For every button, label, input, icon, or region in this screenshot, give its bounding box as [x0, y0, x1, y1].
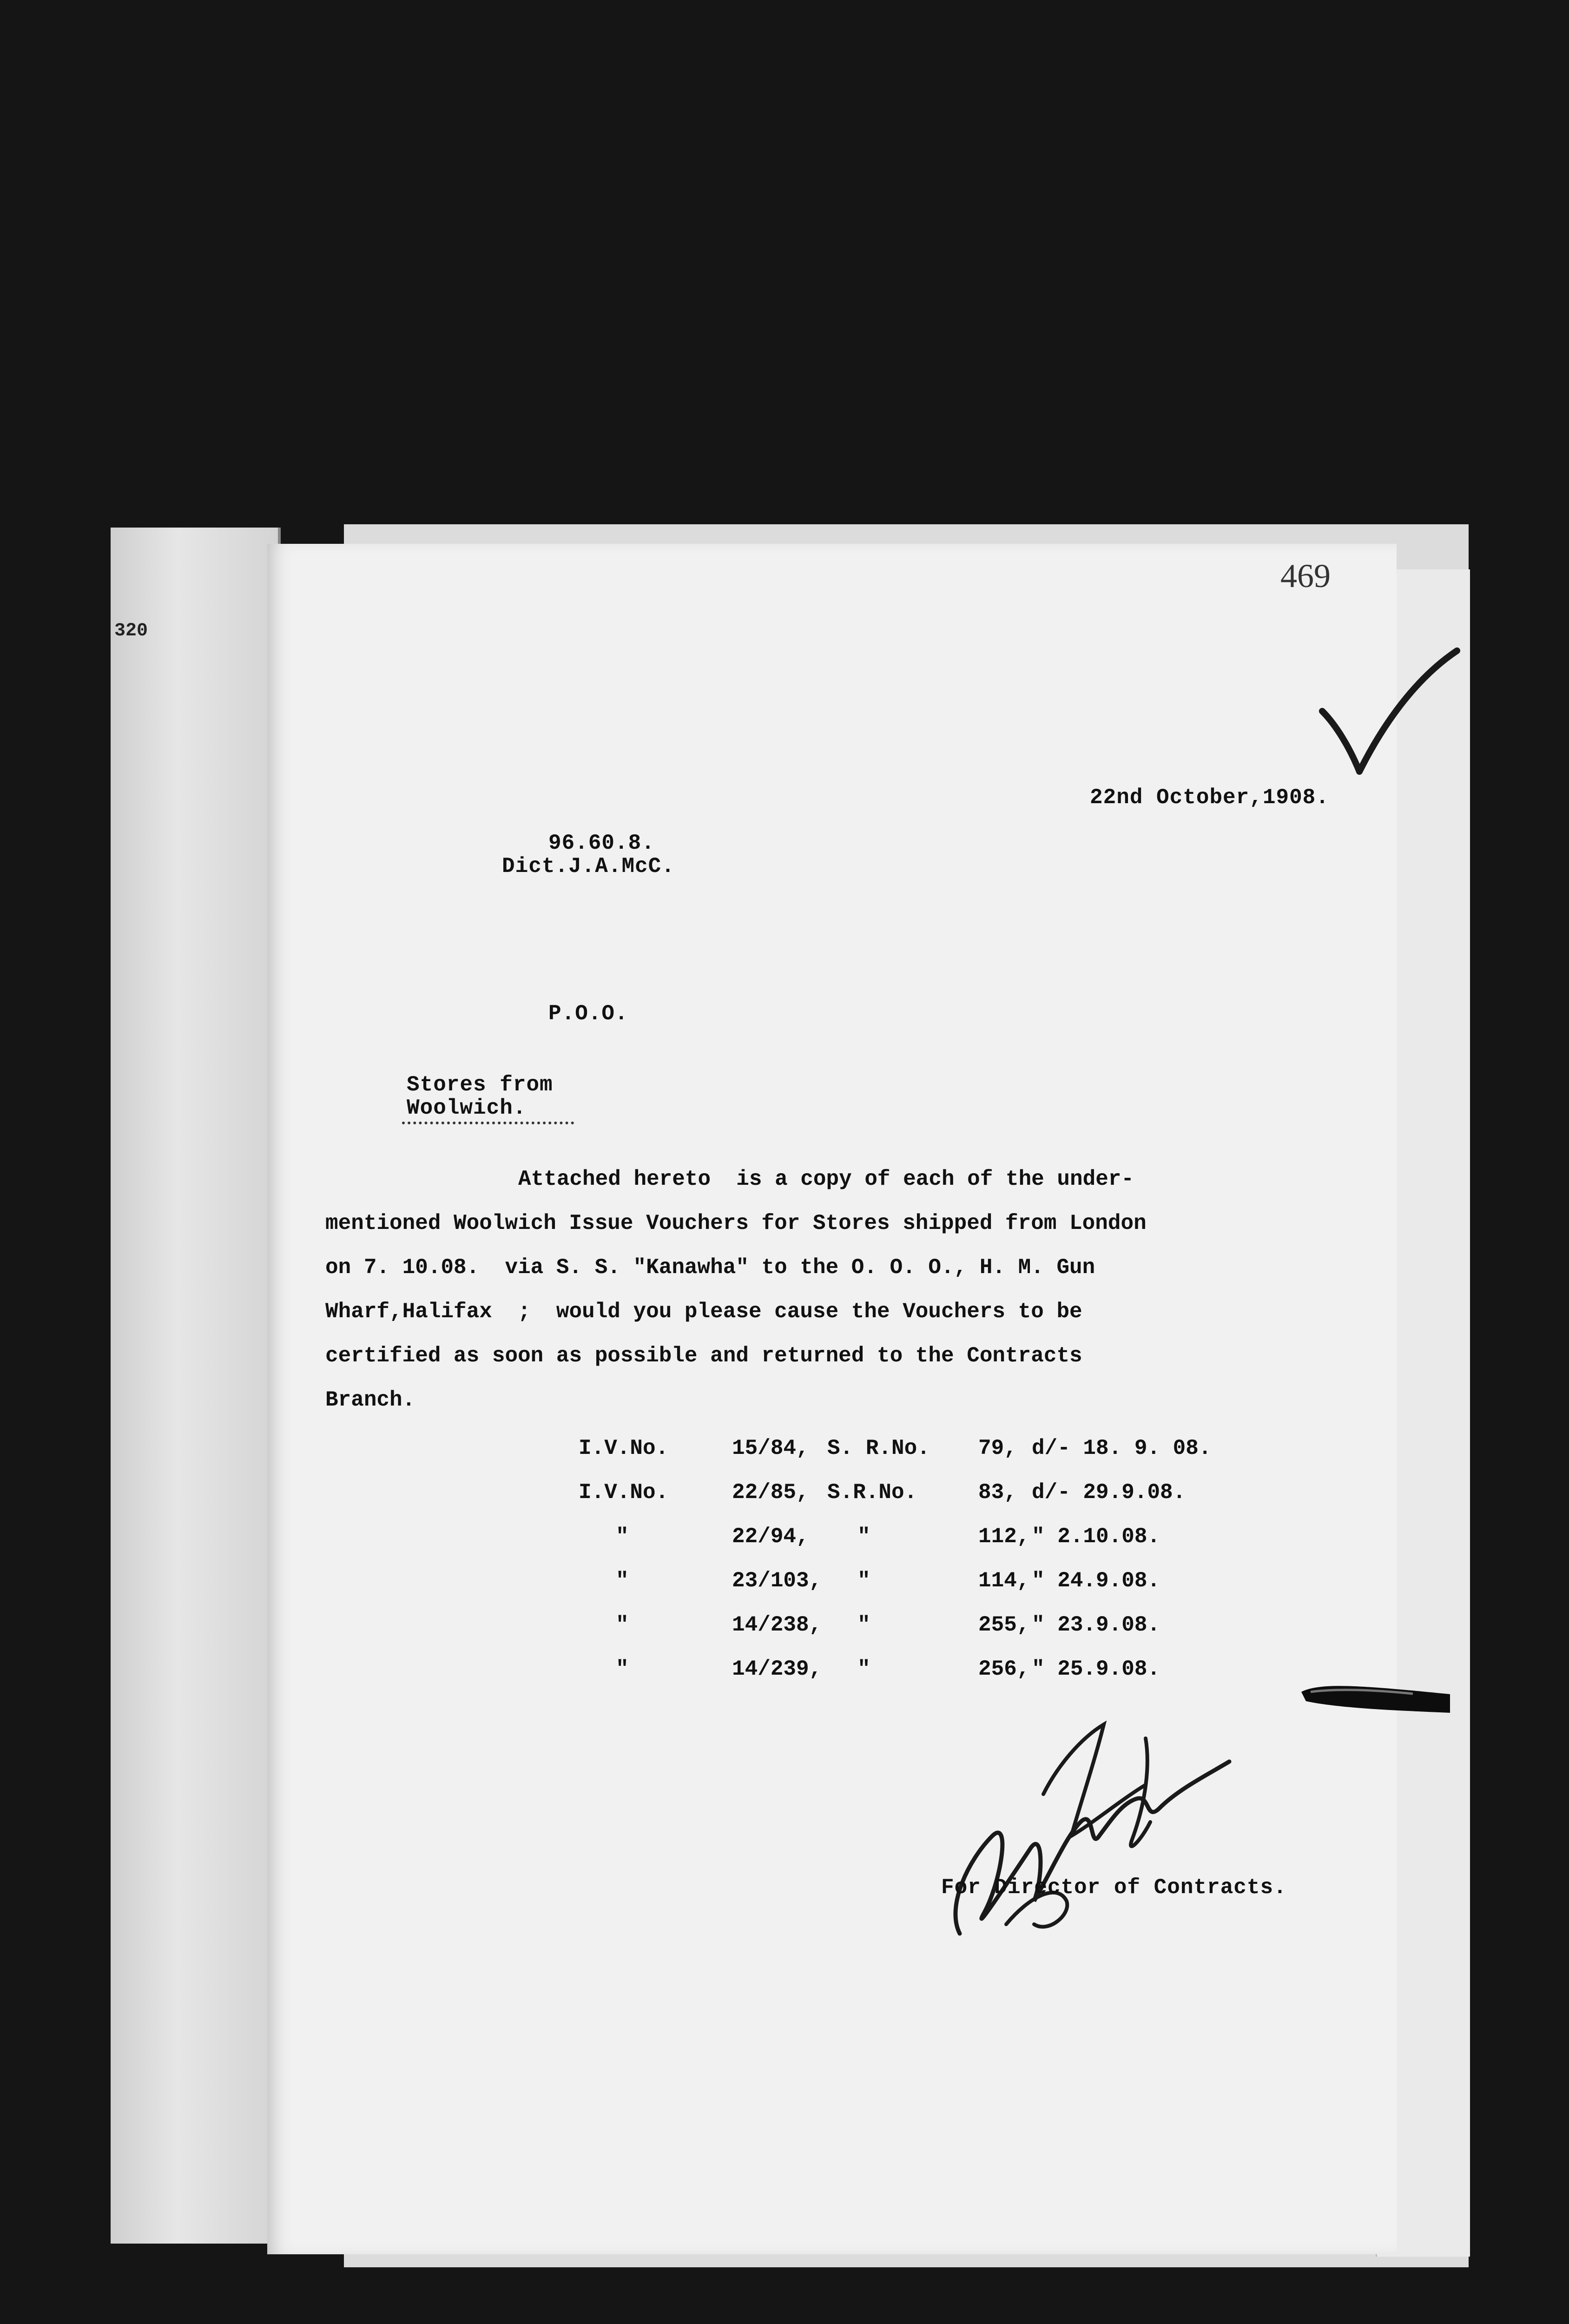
voucher-date: d/- 29.9.08.	[1032, 1480, 1186, 1505]
body-line: on 7. 10.08. via S. S. "Kanawha" to the O. O. O., H. M. Gun	[325, 1255, 1095, 1280]
voucher-date: " 23.9.08.	[1032, 1613, 1160, 1637]
body-line: Attached hereto is a copy of each of the under-	[518, 1167, 1134, 1191]
voucher-label: "	[616, 1613, 629, 1637]
body-line: Branch.	[325, 1388, 415, 1412]
voucher-sr-number: 112,	[978, 1525, 1030, 1549]
voucher-date: " 2.10.08.	[1032, 1525, 1160, 1549]
voucher-sr-label: "	[857, 1613, 870, 1637]
table-row	[579, 1613, 1415, 1650]
voucher-label: "	[616, 1569, 629, 1593]
body-line: certified as soon as possible and returned to the Contracts	[325, 1344, 1082, 1368]
letter-date: 22nd October,1908.	[1090, 786, 1329, 810]
voucher-iv-number: 14/238,	[732, 1613, 822, 1637]
voucher-date: d/- 18. 9. 08.	[1032, 1436, 1212, 1460]
table-row	[579, 1480, 1415, 1518]
table-row	[579, 1525, 1415, 1562]
voucher-date: " 24.9.08.	[1032, 1569, 1160, 1593]
voucher-iv-number: 15/84,	[732, 1436, 809, 1460]
voucher-date: " 25.9.08.	[1032, 1657, 1160, 1681]
body-line: Wharf,Halifax ; would you please cause the Vouchers to be	[325, 1300, 1082, 1324]
voucher-iv-number: 14/239,	[732, 1657, 822, 1681]
closing-line: For Director of Contracts.	[941, 1875, 1287, 1900]
dictation-line: Dict.J.A.McC.	[502, 854, 675, 878]
folio-number: 469	[1280, 557, 1331, 594]
voucher-sr-label: "	[857, 1569, 870, 1593]
addressee: P.O.O.	[548, 1002, 628, 1026]
check-mark-icon	[1318, 641, 1462, 781]
edge-page-number: 320	[114, 621, 148, 641]
voucher-label: "	[616, 1525, 629, 1549]
letter-page	[267, 544, 1397, 2254]
table-row	[579, 1436, 1415, 1473]
voucher-sr-number: 114,	[978, 1569, 1030, 1593]
voucher-iv-number: 23/103,	[732, 1569, 822, 1593]
subject-underline	[402, 1122, 574, 1124]
handwritten-signature	[927, 1683, 1243, 1943]
subject-line: Woolwich.	[407, 1096, 527, 1120]
table-row	[579, 1569, 1415, 1606]
subject-line: Stores from	[407, 1073, 553, 1097]
voucher-label: I.V.No.	[579, 1436, 669, 1460]
voucher-sr-number: 255,	[978, 1613, 1030, 1637]
voucher-label: "	[616, 1657, 629, 1681]
voucher-sr-number: 256,	[978, 1657, 1030, 1681]
voucher-label: I.V.No.	[579, 1480, 669, 1505]
voucher-sr-label: "	[857, 1525, 870, 1549]
adjacent-page-strip	[111, 528, 281, 2244]
pen-icon	[1301, 1673, 1450, 1724]
voucher-sr-label: "	[857, 1657, 870, 1681]
voucher-iv-number: 22/85,	[732, 1480, 809, 1505]
voucher-sr-number: 83,	[978, 1480, 1017, 1505]
body-line: mentioned Woolwich Issue Vouchers for Stores shipped from London	[325, 1211, 1147, 1235]
reference-number: 96.60.8.	[548, 831, 655, 855]
voucher-sr-number: 79,	[978, 1436, 1017, 1460]
voucher-sr-label: S. R.No.	[827, 1436, 930, 1460]
voucher-sr-label: S.R.No.	[827, 1480, 917, 1505]
voucher-iv-number: 22/94,	[732, 1525, 809, 1549]
letter-body	[325, 1157, 1341, 1422]
